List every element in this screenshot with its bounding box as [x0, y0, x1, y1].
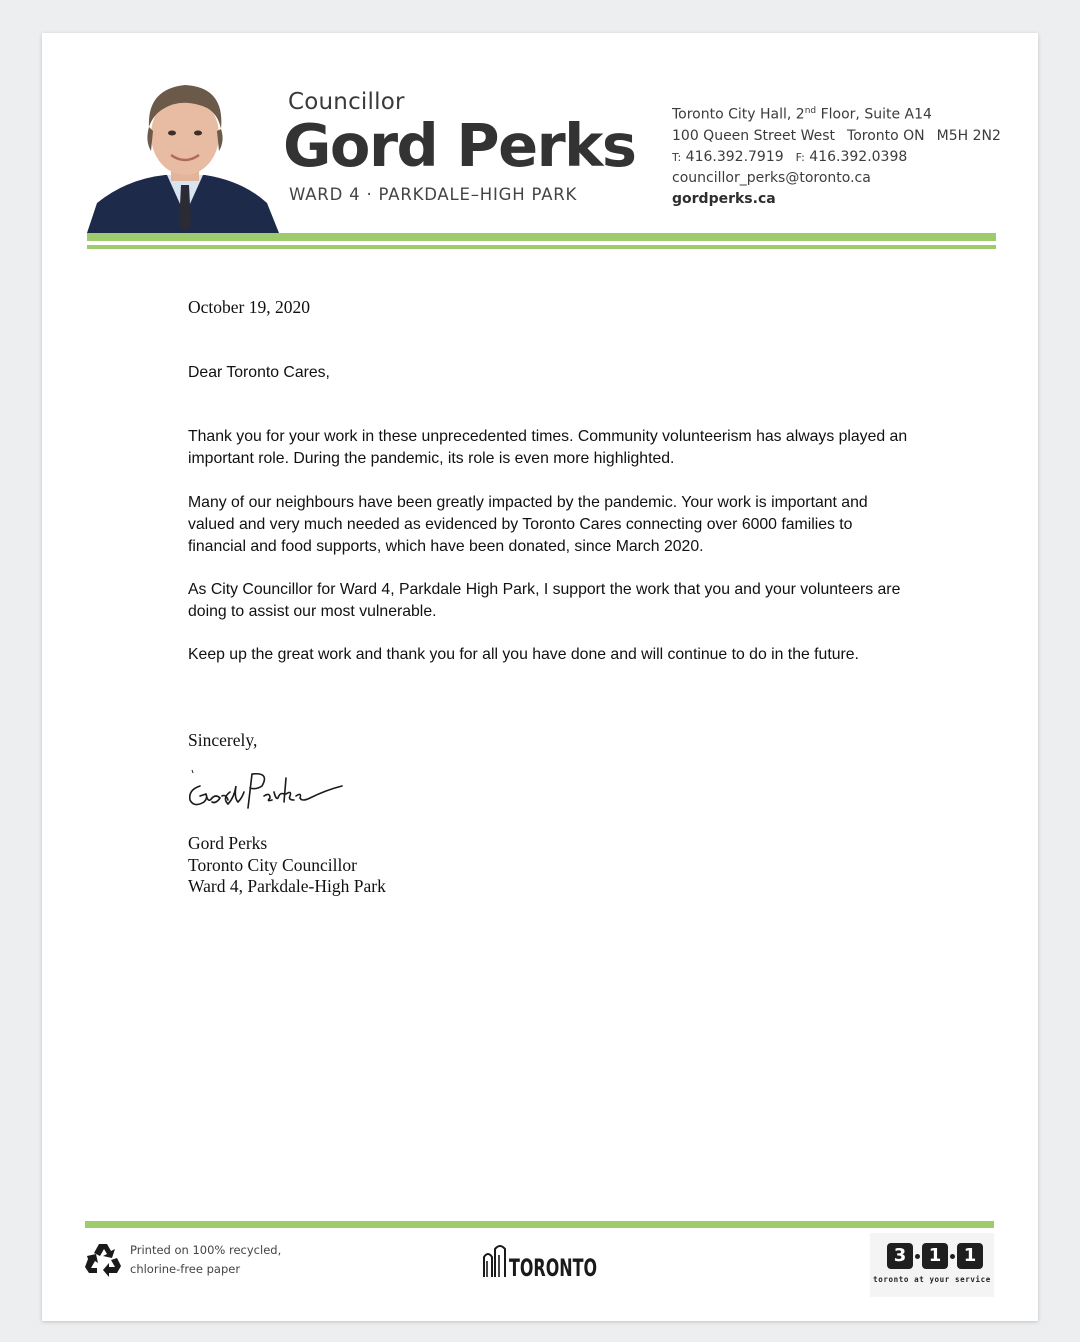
digit-tile-1: 3 — [887, 1243, 913, 1269]
letter-page — [42, 33, 1038, 1321]
signoff-title: Toronto City Councillor — [188, 854, 357, 875]
signoff-name: Gord Perks — [188, 833, 268, 853]
header-rule-thick — [87, 233, 996, 241]
letterhead-name: Gord Perks — [283, 111, 636, 180]
footer-rule — [85, 1221, 994, 1228]
address-line-2: 100 Queen Street West Toronto ON M5H 2N2 — [672, 127, 1001, 144]
councillor-photo — [87, 75, 279, 233]
letter-date: October 19, 2020 — [188, 297, 310, 317]
phone-fax-line: T: 416.392.7919 F: 416.392.0398 — [672, 148, 908, 165]
city-of-toronto-logo — [483, 1243, 598, 1281]
website-link[interactable]: gordperks.ca — [672, 190, 776, 207]
recycle-icon — [84, 1241, 122, 1277]
letter-paragraph-1: Thank you for your work in these unprecedented times. Community volunteerism has always played an important role. During the pandemic, its role is even more highlighted. — [188, 428, 908, 467]
service-311-tagline: toronto at your service — [873, 1275, 991, 1284]
letter-salutation: Dear Toronto Cares, — [188, 364, 330, 381]
digit-tile-2: 1 — [922, 1243, 948, 1269]
letter-signoff — [188, 833, 386, 898]
header-rule-thin — [87, 245, 996, 249]
letter-paragraph-2: Many of our neighbours have been greatly impacted by the pandemic. Your work is important and valued and very much needed as evidenced by Toronto Cares connecting over 6000 families to financial and food supports, which have been donated, since March 2020. — [188, 494, 868, 555]
letter-closing: Sincerely, — [188, 730, 258, 750]
letter-paragraph-3: As City Councillor for Ward 4, Parkdale High Park, I support the work that you and your volunteers are doing to assist our most vulnerable. — [188, 581, 901, 620]
email-link[interactable]: councillor_perks@toronto.ca — [672, 169, 871, 186]
digit-tile-3: 1 — [957, 1243, 983, 1269]
svg-text:TORONTO: TORONTO — [509, 1254, 597, 1282]
letterhead-title: Councillor — [288, 89, 405, 115]
service-311-logo — [870, 1233, 994, 1297]
recycled-paper-note: Printed on 100% recycled, chlorine-free paper — [130, 1243, 282, 1276]
address-line-1: Toronto City Hall, 2nd Floor, Suite A14 — [672, 106, 932, 123]
letterhead-ward: WARD 4 · PARKDALE–HIGH PARK — [289, 185, 578, 204]
signoff-ward: Ward 4, Parkdale-High Park — [188, 876, 386, 896]
handwritten-signature — [186, 768, 346, 816]
letter-paragraph-4: Keep up the great work and thank you for all you have done and will continue to do in the future. — [188, 646, 859, 663]
letterhead-contact — [672, 101, 1001, 210]
